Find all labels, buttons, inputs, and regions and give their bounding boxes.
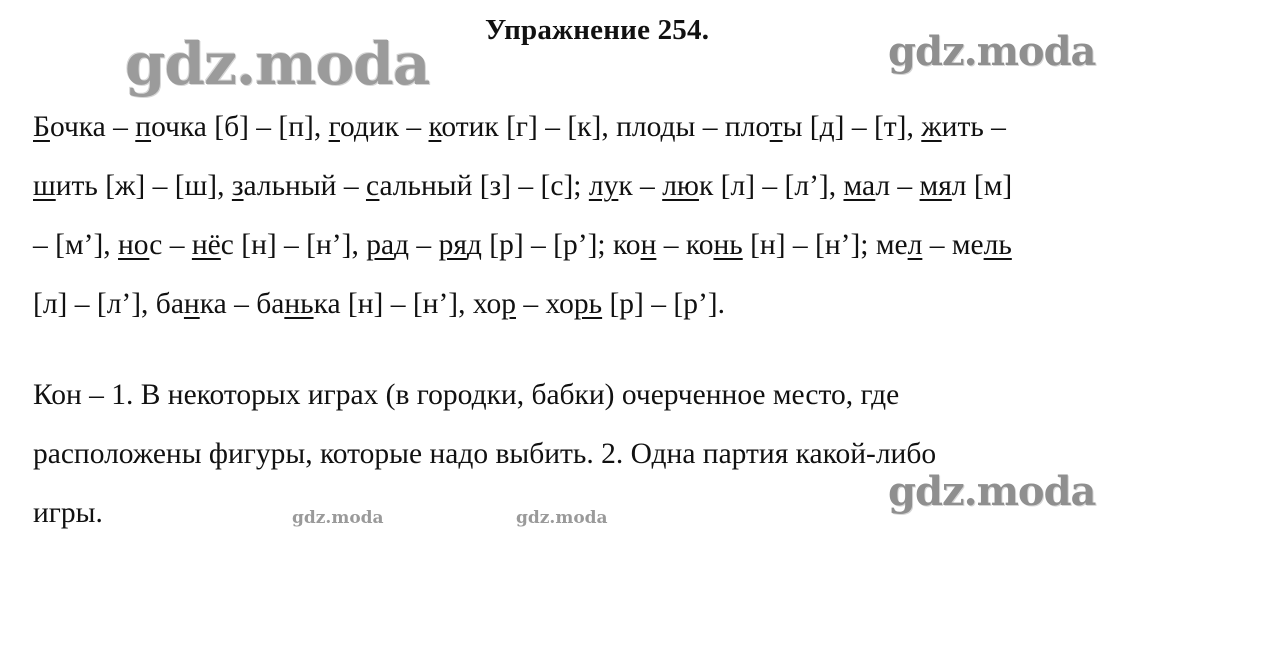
text-segment: к [л] – [л’], bbox=[698, 170, 844, 202]
text-segment: очка [б] – [п], bbox=[151, 111, 329, 143]
underlined-letter: лу bbox=[588, 170, 619, 202]
paragraph-line bbox=[33, 157, 1248, 216]
paragraph-line bbox=[33, 275, 1248, 334]
underlined-letter: ря bbox=[438, 229, 467, 261]
text-segment: альный – bbox=[243, 170, 366, 202]
text-segment: ка [н] – [н’], хо bbox=[313, 288, 502, 320]
underlined-letter: рь bbox=[573, 288, 603, 320]
text-segment: отик [г] – [к], пло bbox=[441, 111, 661, 143]
text-segment: – ко bbox=[656, 229, 714, 261]
exercise-title: Упражнение 254. bbox=[485, 14, 710, 46]
watermark-text: gdz.moda bbox=[516, 508, 608, 528]
paragraph-line bbox=[33, 98, 1248, 157]
underlined-letter: ра bbox=[366, 229, 395, 261]
text-segment: к – bbox=[618, 170, 663, 202]
underlined-letter: л bbox=[907, 229, 923, 261]
watermark-logo: gdz.moda bbox=[888, 468, 1096, 515]
text-segment: – хо bbox=[516, 288, 574, 320]
watermark-text: gdz.moda bbox=[292, 508, 384, 528]
text-segment: ы [д] – [т], bbox=[782, 111, 922, 143]
underlined-letter: н bbox=[640, 229, 657, 261]
underlined-letter: г bbox=[328, 111, 340, 143]
definition-line: расположены фигуры, которые надо выбить. 2. Одна партия какой-либо bbox=[33, 438, 937, 470]
underlined-letter: н bbox=[183, 288, 200, 320]
underlined-letter: с bbox=[365, 170, 380, 202]
underlined-letter: нь bbox=[284, 288, 314, 320]
underlined-letter: д bbox=[660, 111, 676, 143]
underlined-letter: мя bbox=[919, 170, 952, 202]
underlined-letter: ма bbox=[843, 170, 876, 202]
text-segment: ы – пло bbox=[675, 111, 770, 143]
underlined-letter: нь bbox=[713, 229, 743, 261]
text-segment: очка – bbox=[49, 111, 136, 143]
text-segment: ить [ж] – [ш], bbox=[55, 170, 232, 202]
text-segment: л – bbox=[875, 170, 920, 202]
watermark-logo: gdz.moda bbox=[888, 28, 1096, 75]
underlined-letter: т bbox=[769, 111, 783, 143]
text-segment: – ме bbox=[922, 229, 984, 261]
text-segment: альный [з] – [с]; bbox=[379, 170, 589, 202]
definition-line: Кон – 1. В некоторых играх (в городки, бабки) очерченное место, где bbox=[33, 379, 900, 411]
text-segment: ить – bbox=[941, 111, 1006, 143]
text-segment: [р] – [р’]. bbox=[602, 288, 725, 320]
underlined-letter: ж bbox=[921, 111, 942, 143]
text-segment: л [м] bbox=[951, 170, 1013, 202]
underlined-letter: р bbox=[501, 288, 516, 320]
text-segment: [л] – [л’], ба bbox=[33, 288, 184, 320]
text-segment: д – bbox=[394, 229, 439, 261]
underlined-letter: з bbox=[231, 170, 244, 202]
watermark-logo: gdz.moda bbox=[125, 30, 430, 98]
underlined-letter: к bbox=[428, 111, 442, 143]
underlined-letter: п bbox=[135, 111, 152, 143]
underlined-letter: ль bbox=[983, 229, 1012, 261]
text-segment: – [м’], bbox=[33, 229, 119, 261]
text-segment: с – bbox=[149, 229, 192, 261]
phonetic-pairs-paragraph bbox=[33, 98, 1248, 334]
text-segment: [н] – [н’]; ме bbox=[742, 229, 908, 261]
underlined-letter: нё bbox=[191, 229, 221, 261]
text-segment: одик – bbox=[339, 111, 429, 143]
definition-paragraph bbox=[33, 366, 1248, 543]
definition-line: игры. bbox=[33, 497, 103, 529]
text-segment: с [н] – [н’], bbox=[220, 229, 367, 261]
underlined-letter: Б bbox=[33, 111, 50, 143]
text-segment: д [р] – [р’]; ко bbox=[466, 229, 641, 261]
text-segment: ка – ба bbox=[199, 288, 285, 320]
paragraph-line bbox=[33, 216, 1248, 275]
underlined-letter: ш bbox=[33, 170, 56, 202]
underlined-letter: лю bbox=[662, 170, 699, 202]
underlined-letter: но bbox=[118, 229, 150, 261]
